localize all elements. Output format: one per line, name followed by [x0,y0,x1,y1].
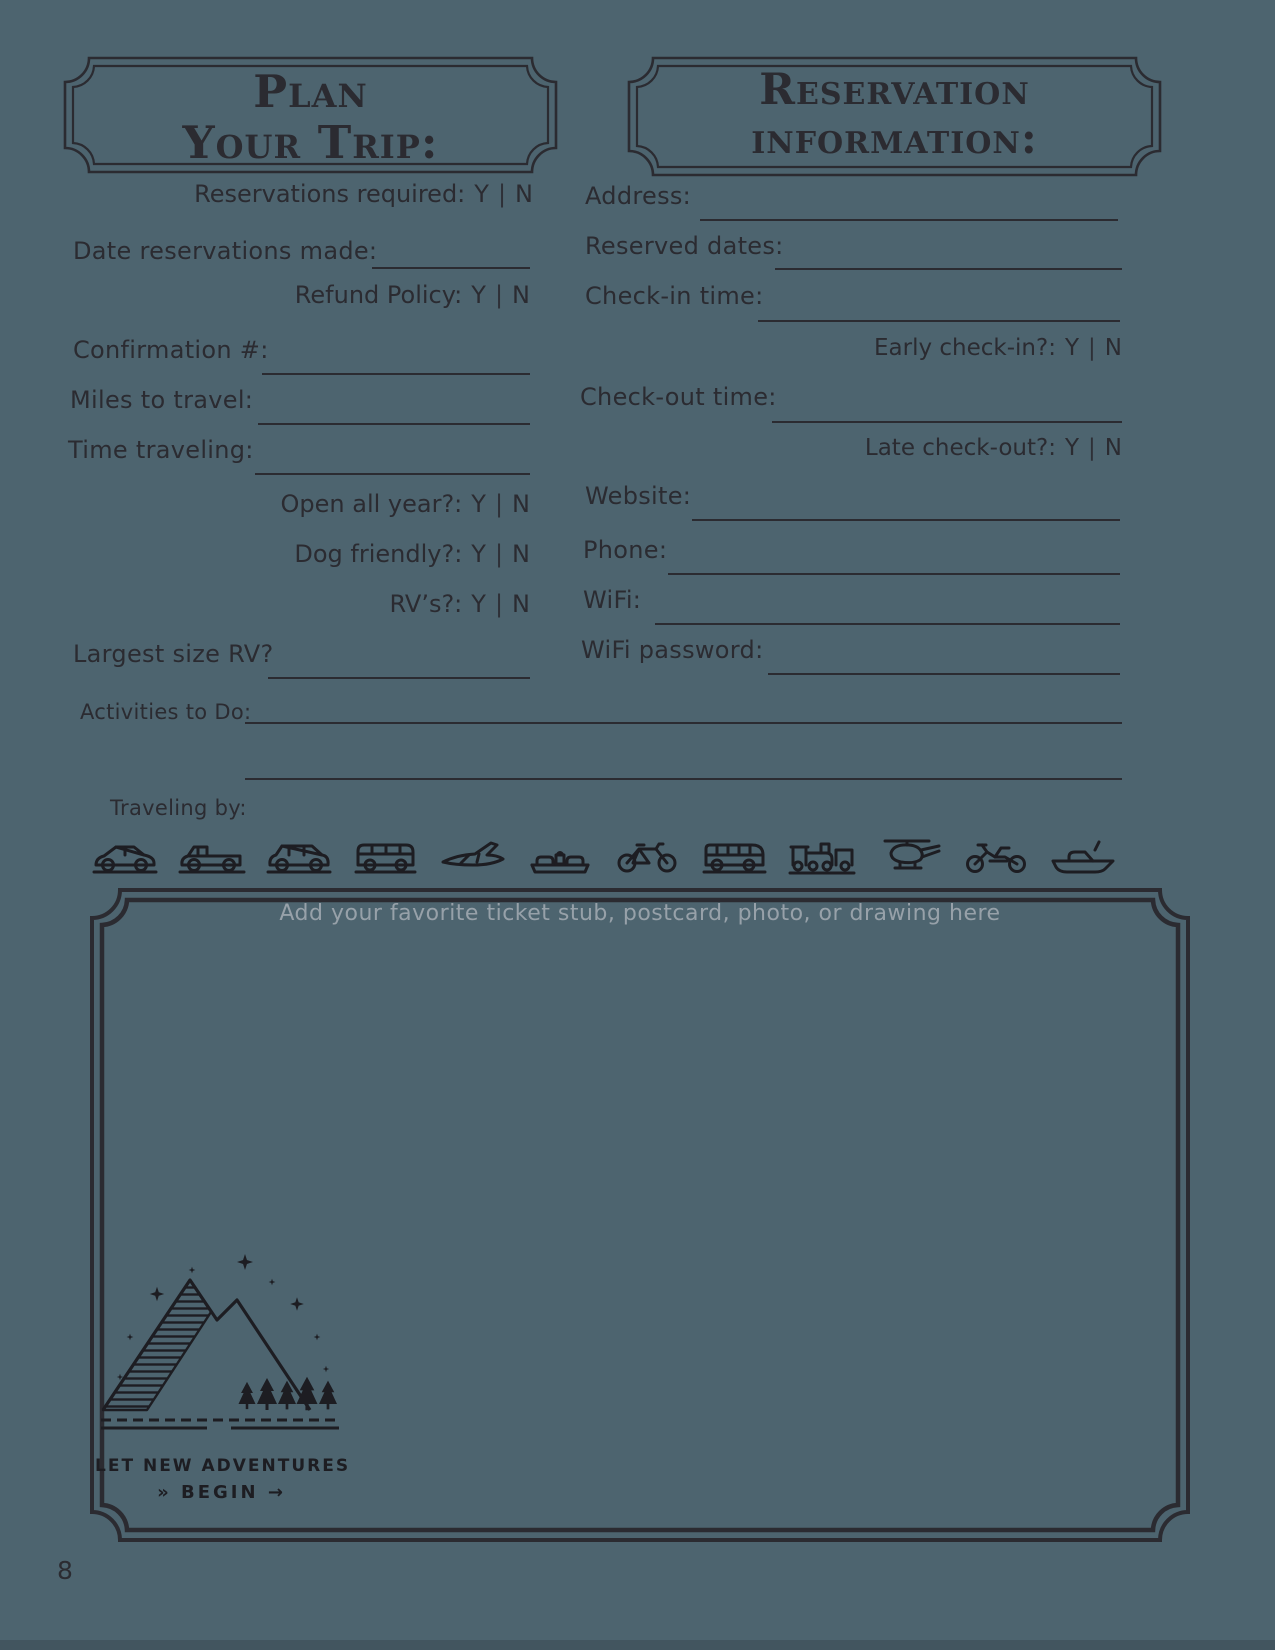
plan-title-line1: Plan [253,65,368,118]
dog-friendly-no-option[interactable]: N [512,540,530,568]
yn-separator: | [497,180,507,208]
airplane-icon[interactable] [436,834,510,878]
mountain-illustration-icon [95,1242,345,1457]
open-all-year-yes-option[interactable]: Y [471,490,486,518]
field-rvs [390,590,530,618]
helicopter-icon[interactable] [872,834,946,878]
check-out-time-input-line[interactable] [772,421,1122,423]
traveling-by-label: Traveling by: [110,796,247,820]
traveling-by-icon-row [88,834,1120,878]
sedan-car-icon[interactable] [88,834,162,878]
time-traveling-input-line[interactable] [255,473,530,475]
steam-train-icon[interactable] [785,834,859,878]
refund-policy-yes-option[interactable]: Y [471,281,486,309]
time-traveling-label: Time traveling: [68,436,254,464]
reservation-title [627,66,1162,164]
school-bus-icon[interactable] [698,834,772,878]
early-check-in-yes-option[interactable]: Y [1064,335,1080,361]
largest-size-rv-label: Largest size RV? [73,640,274,668]
wifi-label: WiFi: [583,586,642,614]
address-label: Address: [585,182,692,210]
early-check-in-no-option[interactable]: N [1104,335,1122,361]
yn-separator: | [1088,335,1096,361]
phone-input-line[interactable] [668,573,1120,575]
dog-friendly-label: Dog friendly?: [294,540,463,568]
logo-chevrons-icon: » [157,1482,172,1503]
yn-separator: | [494,540,504,568]
ferry-icon[interactable] [523,834,597,878]
phone-label: Phone: [583,536,668,564]
check-out-time-label: Check-out time: [580,383,777,411]
miles-to-travel-label: Miles to travel: [70,386,254,414]
confirmation-number-input-line[interactable] [262,373,530,375]
keepsake-placeholder-text: Add your favorite ticket stub, postcard, photo, or drawing here [279,901,1001,926]
date-reservations-made-label: Date reservations made: [73,237,378,265]
yn-separator: | [494,281,504,309]
field-open-all-year [281,490,531,518]
check-in-time-input-line[interactable] [758,320,1120,322]
miles-to-travel-input-line[interactable] [258,423,530,425]
refund-policy-no-option[interactable]: N [512,281,530,309]
wifi-password-input-line[interactable] [768,673,1120,675]
field-late-check-out [865,435,1122,461]
open-all-year-label: Open all year?: [280,490,463,518]
motorboat-icon[interactable] [1046,834,1120,878]
bicycle-icon[interactable] [610,834,684,878]
open-all-year-no-option[interactable]: N [512,490,530,518]
website-label: Website: [585,482,692,510]
largest-size-rv-input-line[interactable] [268,677,530,679]
rvs-no-option[interactable]: N [512,590,530,618]
rvs-label: RV’s?: [389,590,463,618]
van-icon[interactable] [349,834,423,878]
activities-input-line-1[interactable] [245,722,1122,724]
suv-icon[interactable] [262,834,336,878]
plan-title-line2: Your Trip: [182,116,439,170]
yn-separator: | [1088,435,1096,461]
check-in-time-label: Check-in time: [585,282,764,310]
field-dog-friendly [294,540,530,568]
rvs-yes-option[interactable]: Y [471,590,486,618]
wifi-password-label: WiFi password: [581,636,764,664]
yn-separator: | [494,490,504,518]
activities-input-line-2[interactable] [245,778,1122,780]
yn-separator: | [494,590,504,618]
plan-title-box [63,56,558,174]
reservation-title-line1: Reservation [759,65,1030,115]
reserved-dates-label: Reserved dates: [585,232,784,260]
logo-arrow-icon: → [267,1482,283,1503]
website-input-line[interactable] [692,519,1120,521]
field-reservations-required [194,180,533,208]
reserved-dates-input-line[interactable] [775,268,1122,270]
plan-title [63,66,558,169]
reservations-required-yes-option[interactable]: Y [474,180,489,208]
early-check-in-label: Early check-in?: [874,335,1056,361]
adventure-logo [95,1242,345,1457]
late-check-out-no-option[interactable]: N [1104,435,1122,461]
late-check-out-yes-option[interactable]: Y [1064,435,1080,461]
page-number: 8 [57,1556,73,1585]
late-check-out-label: Late check-out?: [864,435,1056,461]
wifi-input-line[interactable] [655,623,1120,625]
logo-tagline-line1: LET NEW ADVENTURES [95,1456,351,1476]
reservations-required-label: Reservations required: [194,180,466,208]
refund-policy-label: Refund Policy: [294,281,463,309]
reservation-title-box [627,56,1162,177]
activities-to-do-label: Activities to Do: [80,700,252,724]
address-input-line[interactable] [700,219,1118,221]
pickup-truck-icon[interactable] [175,834,249,878]
field-refund-policy [295,281,530,309]
confirmation-number-label: Confirmation #: [73,336,269,364]
reservations-required-no-option[interactable]: N [515,180,533,208]
reservation-title-line2: information: [751,114,1038,165]
motorcycle-icon[interactable] [959,834,1033,878]
dog-friendly-yes-option[interactable]: Y [471,540,486,568]
page-bottom-edge [0,1640,1275,1650]
logo-begin-word: BEGIN [180,1482,259,1503]
date-reservations-made-input-line[interactable] [372,267,530,269]
field-early-check-in [874,335,1122,361]
logo-tagline-line2 [95,1482,345,1503]
